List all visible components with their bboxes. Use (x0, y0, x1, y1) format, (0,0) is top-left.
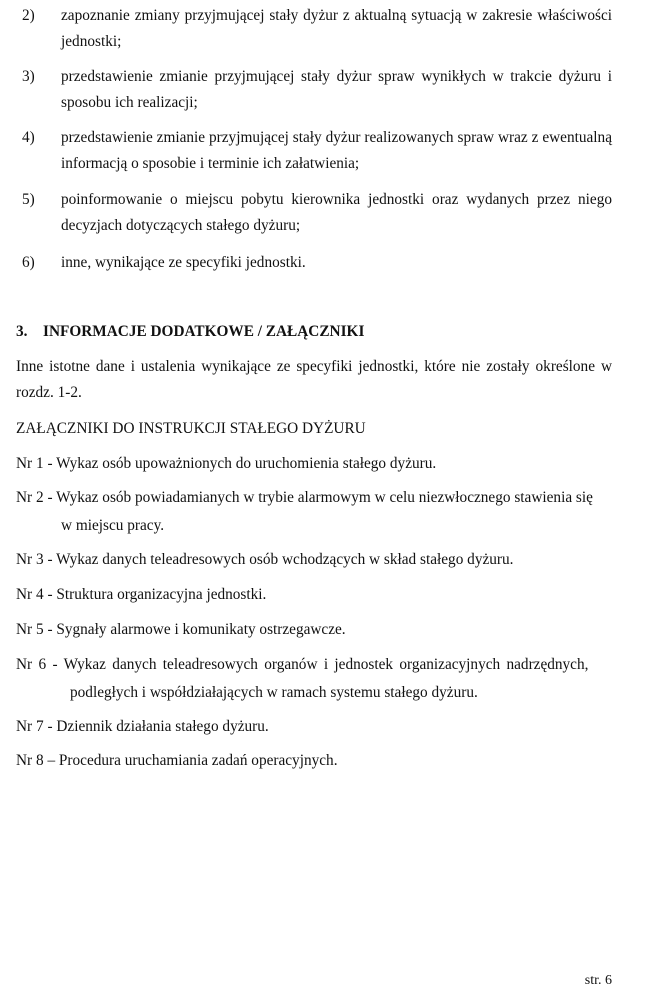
attachments-heading: ZAŁĄCZNIKI DO INSTRUKCJI STAŁEGO DYŻURU (16, 420, 366, 437)
list-item-text: inne, wynikające ze specyfiki jednostki. (61, 254, 306, 271)
list-item-text: przedstawienie zmianie przyjmującej stały dyżur realizowanych spraw wraz z ewentualną informacją o sposobie i terminie ich załatwienia; (61, 129, 612, 172)
list-item-number: 2) (22, 7, 35, 24)
attachment-item: Nr 5 - Sygnały alarmowe i komunikaty ostrzegawcze. (16, 621, 346, 638)
list-item (22, 187, 612, 239)
attachment-line: podległych i współdziałających w ramach systemu stałego dyżuru. (70, 684, 478, 701)
attachment-item: Nr 8 – Procedura uruchamiania zadań operacyjnych. (16, 752, 338, 769)
section-title: INFORMACJE DODATKOWE / ZAŁĄCZNIKI (43, 323, 365, 340)
section-heading (16, 319, 612, 345)
attachment-item: Nr 7 - Dziennik działania stałego dyżuru. (16, 718, 269, 735)
list-item (22, 125, 612, 177)
attachment-item: Nr 1 - Wykaz osób upoważnionych do uruchomienia stałego dyżuru. (16, 455, 437, 472)
list-item-number: 5) (22, 191, 35, 208)
list-item-number: 3) (22, 68, 35, 85)
attachment-line: Nr 6 - Wykaz danych teleadresowych organów i jednostek organizacyjnych nadrzędnych, (16, 656, 589, 673)
list-item (22, 3, 612, 55)
list-item-text: poinformowanie o miejscu pobytu kierownika jednostki oraz wydanych przez niego decyzjach dotyczących stałego dyżuru; (61, 191, 612, 234)
list-item-number: 6) (22, 254, 35, 271)
section-number: 3. (16, 323, 28, 340)
list-item-number: 4) (22, 129, 35, 146)
attachment-item (16, 651, 614, 707)
list-item (22, 250, 612, 276)
list-item (22, 64, 612, 116)
attachment-item (16, 484, 614, 540)
attachment-item: Nr 4 - Struktura organizacyjna jednostki. (16, 586, 267, 603)
list-item-text: zapoznanie zmiany przyjmującej stały dyżur z aktualną sytuacją w zakresie właściwości jednostki; (61, 7, 612, 50)
attachment-line: w miejscu pracy. (61, 517, 165, 534)
list-item-text: przedstawienie zmianie przyjmującej stały dyżur spraw wynikłych w trakcie dyżuru i sposobu ich realizacji; (61, 68, 612, 111)
attachment-item: Nr 3 - Wykaz danych teleadresowych osób wchodzących w skład stałego dyżuru. (16, 551, 514, 568)
attachment-line: Nr 2 - Wykaz osób powiadamianych w trybie alarmowym w celu niezwłocznego stawienia się (16, 489, 593, 506)
section-paragraph: Inne istotne dane i ustalenia wynikające ze specyfiki jednostki, które nie zostały określone w rozdz. 1-2. (16, 358, 612, 401)
page-number: str. 6 (584, 973, 612, 988)
